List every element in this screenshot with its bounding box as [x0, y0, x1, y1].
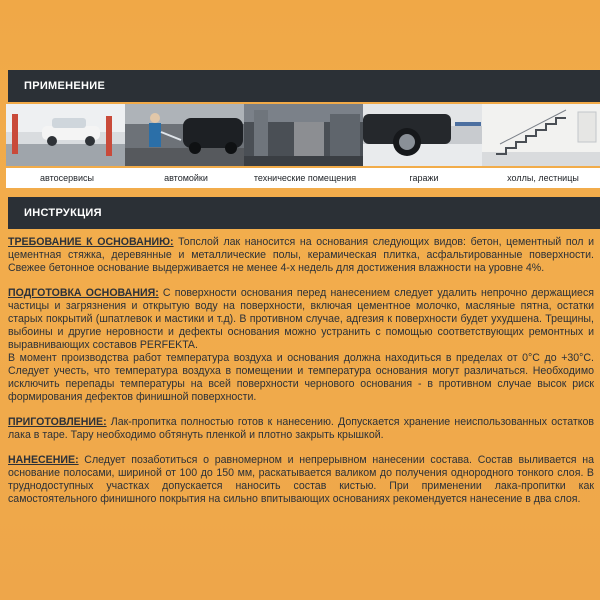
tile-garages — [363, 104, 485, 190]
tile-caption: автосервисы — [6, 168, 128, 188]
tile-halls-stairs — [482, 104, 600, 190]
paragraph-text: С поверхности основания перед нанесением следует удалить непрочно держащиеся частицы и загрязнения и открытую воду на поверхности, включая цементное молочко, масляные пятна, остатки старых покрытий (шпатлевок и мастики и т.д). В противном случае, адгезия к поверхности будет ухудшена. Трещины, выбоины и другие неровности и дефекты основания можно устранить с помощью соответствующих ремонтных и выравнивающих составов PERFEKTA. — [8, 287, 594, 351]
tile-caption: гаражи — [363, 168, 485, 188]
instruction-paragraph-continued — [8, 352, 594, 404]
instruction-content — [8, 236, 594, 518]
application-tiles — [0, 104, 600, 190]
paragraph-text: Топслой лак наносится на основания следующих видов: бетон, цементный пол и цементная стяжка, деревянные и металлические полы, керамическая плитка, асфальтированные поверхности. Свежее бетонное основание выдерживается не менее 4-х недель для достижения влажности на уровне 4%. — [8, 236, 594, 274]
application-section-header — [8, 70, 600, 102]
technical-room-photo — [244, 104, 366, 166]
car-wash-photo — [125, 104, 247, 166]
instruction-paragraph — [8, 287, 594, 352]
tile-caption: холлы, лестницы — [482, 168, 600, 188]
paragraph-text: Лак-пропитка полностью готов к нанесению. Допускается хранение неиспользованных остатков лака в таре. Тару необходимо обтянуть пленкой и плотно закрыть крышкой. — [8, 416, 594, 441]
tile-car-service — [6, 104, 128, 190]
instruction-section-header — [8, 197, 600, 229]
car-service-photo — [6, 104, 128, 166]
application-section-title: ПРИМЕНЕНИЕ — [24, 80, 106, 92]
paragraph-heading: НАНЕСЕНИЕ: — [8, 454, 79, 466]
tile-caption: технические помещения — [244, 168, 366, 188]
paragraph-heading: ТРЕБОВАНИЕ К ОСНОВАНИЮ: — [8, 236, 174, 248]
instruction-paragraph — [8, 236, 594, 275]
paragraph-text: Следует позаботиться о равномерном и непрерывном нанесении состава. Состав выливается на основание полосами, шириной от 100 до 150 мм, раскатывается валиком до получения однородного тонкого слоя. В труднодоступных участках допускается наносить состав кистью. При применении лака-пропитки как самостоятельного финишного покрытия на сильно впитывающих основаниях рекомендуется нанесение в два слоя. — [8, 454, 594, 505]
paragraph-heading: ПРИГОТОВЛЕНИЕ: — [8, 416, 107, 428]
instruction-section-title: ИНСТРУКЦИЯ — [24, 207, 102, 219]
hall-stairs-photo — [482, 104, 600, 166]
paragraph-text: В момент производства работ температура воздуха и основания должна находиться в пределах от 0°С до +30°С. Следует учесть, что температура воздуха в помещении и температура основания могут различаться. Необходимо исключить перепады температуры на всей поверхности чернового основания - в противном случае высок риск формирования дефектов финишной поверхности. — [8, 352, 594, 403]
tile-technical-rooms — [244, 104, 366, 190]
instruction-paragraph — [8, 454, 594, 506]
garage-photo — [363, 104, 485, 166]
instruction-paragraph — [8, 416, 594, 442]
tile-caption: автомойки — [125, 168, 247, 188]
paragraph-heading: ПОДГОТОВКА ОСНОВАНИЯ: — [8, 287, 159, 299]
tile-car-wash — [125, 104, 247, 190]
